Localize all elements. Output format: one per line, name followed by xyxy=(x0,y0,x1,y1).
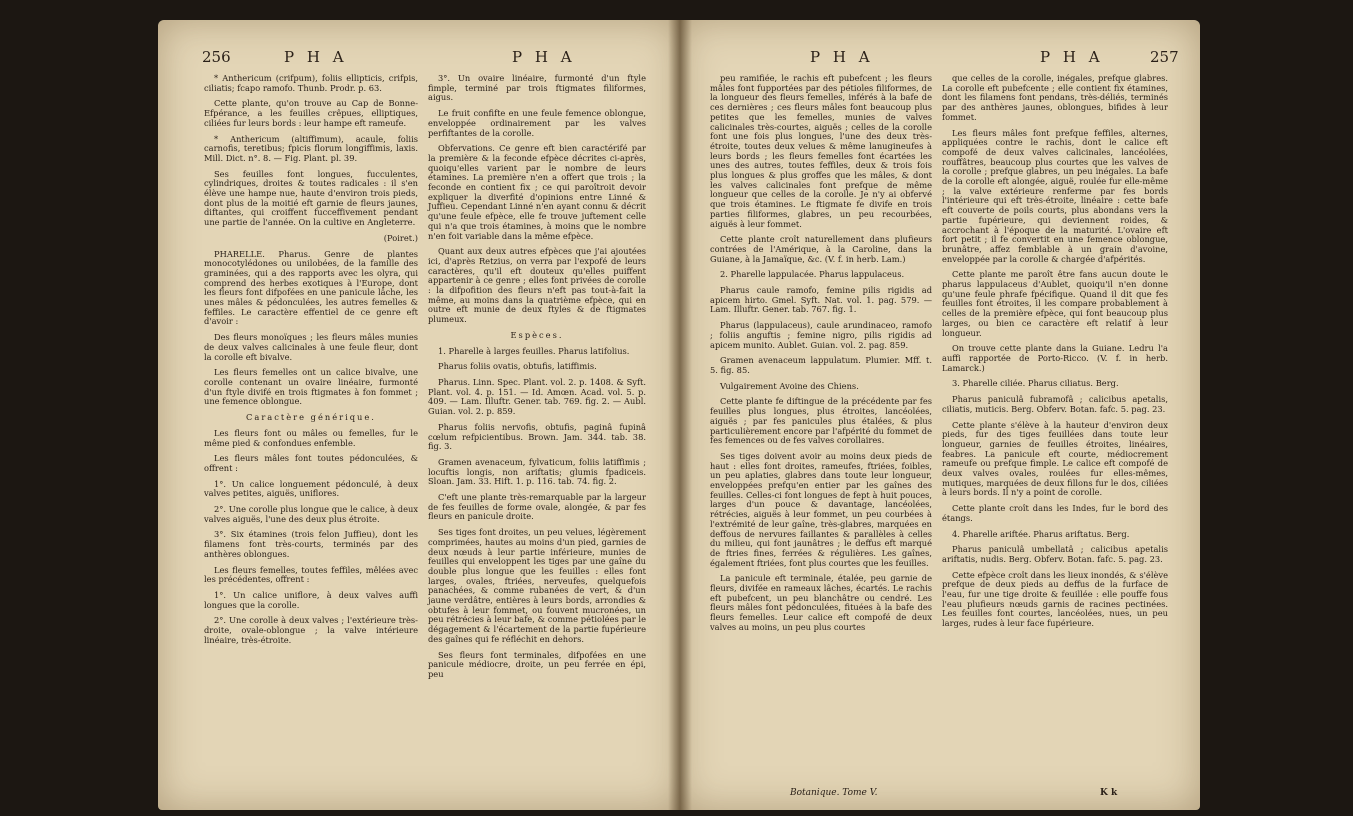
paragraph: Cette plante me paroît être fans aucun doute le pharus lappulaceus d'Aublet, quoiqu'il n'en donne qu'une feule phrafe fpécifique. Quand il dit que fes feuilles font étroites, il les compare probablement à celles de la première efpèce, qui font beaucoup plus larges, ou bien ce caractère eft relatif à leur longueur. xyxy=(942,269,1168,338)
paragraph: 4. Pharelle ariftée. Pharus ariftatus. Berg. xyxy=(952,528,1130,539)
paragraph: Espèces. xyxy=(510,329,564,340)
paragraph: Pharus caule ramofo, femine pilis rigidis ad apicem hirto. Gmel. Syft. Nat. vol. 1. pag. 579. — Lam. Illuftr. Gener. tab. 767. fig. 1. xyxy=(710,285,932,315)
paragraph: Les fleurs femelles ont un calice bivalve, une corolle contenant un ovaire linéaire, furmonté d'un ftyle divifé en trois ftigmates à fon fommet ; une femence oblongue. xyxy=(204,367,418,407)
right-header-col1: P H A xyxy=(810,48,874,66)
paragraph: Le fruit confifte en une feule femence oblongue, enveloppée ordinairement par les valves perfiftantes de la corolle. xyxy=(428,108,646,138)
right-header-col2: P H A xyxy=(1040,48,1104,66)
paragraph: Cette efpèce croît dans les lieux inondés, & s'élève prefque de deux pieds au deffus de la furface de l'eau, fur une tige droite & feuillée : elle pouffe fous l'eau plufieurs nœuds garnis de racines pectinées. Les feuilles font courtes, lancéolées, nues, un peu larges, rudes à leur face fupérieure. xyxy=(942,569,1168,629)
paragraph: Ses feuilles font longues, fucculentes, cylindriques, droites & toutes radicales : il s'en élève une hampe nue, haute d'environ trois pieds, dont plus de la moitié eft garnie de fleurs jaunes, diftantes, qui croiffent fucceffivement pendant une partie de l'année. On la cultive en Angleterre. xyxy=(204,168,418,228)
paragraph: On trouve cette plante dans la Guiane. Ledru l'a auffi rapportée de Porto-Ricco. (V. f. in herb. Lamarck.) xyxy=(942,343,1168,373)
paragraph: Caractère générique. xyxy=(246,412,376,423)
paragraph: PHARELLE. Pharus. Genre de plantes monocotylédones ou unilobées, de la famille des graminées, qui a des rapports avec les olyra, qui comprend des herbes exotiques à l'Europe, dont les fleurs font difpofées en une panicule lâche, les unes mâles & pédonculées, les autres femelles & feffiles. Le caractère effentiel de ce genre eft d'avoir : xyxy=(204,248,418,327)
paragraph: Cette plante fe diftingue de la précédente par fes feuilles plus longues, plus étroites, lancéolées, aiguës ; par fes panicules plus étalées, & plus particulièrement encore par l'afpérité du fommet de fes femences ou de fes valves corollaires. xyxy=(710,396,932,446)
paragraph: Les fleurs font ou mâles ou femelles, fur le même pied & confondues enfemble. xyxy=(204,427,418,448)
paragraph: que celles de la corolle, inégales, prefque glabres. La corolle eft pubefcente ; elle contient fix étamines, dont les filamens font pendans, très-déliés, terminés par des anthères jaunes, oblongues, bifides à leur fommet. xyxy=(942,73,1168,122)
left-header-col2: P H A xyxy=(512,48,576,66)
right-page xyxy=(680,20,1200,810)
paragraph: Pharus paniculâ fubramofâ ; calicibus apetalis, ciliatis, muticis. Berg. Obferv. Botan. fafc. 5. pag. 23. xyxy=(942,394,1168,414)
paragraph: Les fleurs femelles, toutes feffiles, mêlées avec les précédentes, offrent : xyxy=(204,564,418,585)
paragraph: 3°. Un ovaire linéaire, furmonté d'un ftyle fimple, terminé par trois ftigmates filiformes, aigus. xyxy=(428,73,646,103)
paragraph: Les fleurs mâles font toutes pédonculées, & offrent : xyxy=(204,453,418,473)
paragraph: Cette plante, qu'on trouve au Cap de Bonne-Efpérance, a les feuilles crêpues, elliptiques, ciliées fur leurs bords : leur hampe eft rameufe. xyxy=(204,98,418,128)
paragraph: * Anthericum (altiffimum), acaule, foliis carnofis, teretibus; fpicis florum longiffimis, laxis. Mill. Dict. n°. 8. — Fig. Plant. pl. 39. xyxy=(204,133,418,163)
paragraph: 1°. Un calice longuement pédonculé, à deux valves petites, aiguës, uniflores. xyxy=(204,478,418,499)
paragraph: Cette plante s'élève à la hauteur d'environ deux pieds, fur des tiges feuillées dans toute leur longueur, garnies de feuilles étroites, linéaires, feabres. La panicule eft courte, médiocrement rameufe ou prefque fimple. Le calice eft compofé de deux valves ovales, roulées fur elles-mêmes, mutiques, marquées de deux fillons fur le dos, ciliées à leurs bords. Il n'y a point de corolle. xyxy=(942,419,1168,498)
paragraph: Gramen avenaceum, fylvaticum, foliis latiffimis ; locuftis longis, non ariftatis; glumis fpadiceis. Sloan. Jam. 33. Hift. 1. p. 116. tab. 74. fig. 2. xyxy=(428,456,646,487)
paragraph: 1. Pharelle à larges feuilles. Pharus latifolius. xyxy=(438,345,630,356)
paragraph: Vulgairement Avoine des Chiens. xyxy=(720,380,859,391)
left-header-col1: P H A xyxy=(284,48,348,66)
left-page-number: 256 xyxy=(202,48,231,66)
left-column-1 xyxy=(204,74,418,651)
paragraph: Pharus paniculâ umbellatâ ; calicibus apetalis ariftatis, nudis. Berg. Obferv. Botan. fafc. 5. pag. 23. xyxy=(942,544,1168,564)
left-page xyxy=(158,20,680,810)
paragraph: La panicule eft terminale, étalée, peu garnie de fleurs, divifée en rameaux lâches, écartés. Le rachis eft pubefcent, un peu blanchâtre ou cendré. Les fleurs mâles font pédonculées, fituées à la bafe des fleurs femelles. Leur calice eft compofé de deux valves au moins, un peu plus courtes xyxy=(710,573,932,632)
book-gutter xyxy=(668,20,692,810)
paragraph: 2°. Une corolle à deux valves ; l'extérieure très-droite, ovale-oblongue ; la valve intérieure linéaire, très-étroite. xyxy=(204,615,418,645)
paragraph: * Anthericum (crifpum), foliis ellipticis, crifpis, ciliatis; fcapo ramofo. Thunb. Prodr. p. 63. xyxy=(204,73,418,93)
paragraph: C'eft une plante très-remarquable par la largeur de fes feuilles de forme ovale, alongée, & par fes fleurs en panicule droite. xyxy=(428,492,646,522)
signature-mark: K k xyxy=(1100,788,1118,798)
right-column-2 xyxy=(942,74,1168,635)
paragraph: 2°. Une corolle plus longue que le calice, à deux valves aiguës, l'une des deux plus étroite. xyxy=(204,504,418,524)
paragraph: Ses fleurs font terminales, difpofées en une panicule médiocre, droite, un peu ferrée en épi, peu xyxy=(428,649,646,679)
paragraph: Pharus foliis nervofis, obtufis, paginâ fupinâ cœlum refpicientibus. Brown. Jam. 344. tab. 38. fig. 3. xyxy=(428,421,646,452)
paragraph: 3°. Six étamines (trois felon Juffieu), dont les filamens font très-courts, terminés par des anthères oblongues. xyxy=(204,529,418,559)
right-page-number: 257 xyxy=(1150,48,1179,66)
footer-volume: Botanique. Tome V. xyxy=(790,788,878,798)
paragraph: Ses tiges doivent avoir au moins deux pieds de haut : elles font droites, rameufes, ftriées, foibles, un peu aplaties, glabres dans toute leur longueur, enveloppées prefqu'en entier par les gaînes des feuilles. Celles-ci font longues de fept à huit pouces, larges d'un pouce & davantage, lancéolées, rétrécies, aiguës à leur fommet, un peu courbées à l'extrémité de leur gaîne, très-glabres, marquées en deffous de nervures faillantes & parallèles à celles du milieu, qui font jaunâtres ; le deffus eft marqué de ftries fines, ferrées & régulières. Les gaînes, également ftriées, font plus courtes que les feuilles. xyxy=(710,450,932,568)
paragraph: Pharus foliis ovatis, obtufis, latiffimis. xyxy=(438,361,597,372)
left-column-2 xyxy=(428,74,646,686)
paragraph: (Poiret.) xyxy=(383,232,418,243)
right-column-1 xyxy=(710,74,932,639)
paragraph: Cette plante croît dans les Indes, fur le bord des étangs. xyxy=(942,503,1168,523)
paragraph: Pharus. Linn. Spec. Plant. vol. 2. p. 1408. & Syft. Plant. vol. 4. p. 151. — Id. Amœn. Acad. vol. 5. p. 409. — Lam. Illuftr. Gener. tab. 769. fig. 2. — Aubl. Guian. vol. 2. p. 859. xyxy=(428,376,646,417)
paragraph: Quant aux deux autres efpèces que j'ai ajoutées ici, d'après Retzius, on verra par l'expofé de leurs caractères, qu'il eft douteux qu'elles puiffent appartenir à ce genre ; elles font privées de corolle : la difpofition des fleurs n'eft pas tout-à-fait la même, au moins dans la quatrième efpèce, qui en outre eft munie de deux ftyles & de ftigmates plumeux. xyxy=(428,246,646,325)
paragraph: Ses tiges font droites, un peu velues, légèrement comprimées, hautes au moins d'un pied, garnies de deux nœuds à leur partie inférieure, munies de feuilles qui enveloppent les tiges par une gaîne du double plus longue que les feuilles : elles font larges, ovales, ftriées, nerveufes, quelquefois panachées, & comme rubanées de vert, & d'un jaune verdâtre, entières à leurs bords, arrondies & obtufes à leur fommet, ou fouvent mucronées, un peu rétrécies à leur bafe, & comme pétiolées par le dégagement & l'écartement de la partie fupérieure des gaînes qui fe réfléchit en dehors. xyxy=(428,527,646,644)
paragraph: Pharus (lappulaceus), caule arundinaceo, ramofo ; foliis anguftis ; femine nigro, pilis rigidis ad apicem munito. Aublet. Guian. vol. 2. pag. 859. xyxy=(710,320,932,350)
paragraph: 3. Pharelle ciliée. Pharus ciliatus. Berg. xyxy=(952,378,1119,389)
paragraph: Des fleurs monoïques ; les fleurs mâles munies de deux valves calicinales à une feule fleur, dont la corolle eft bivalve. xyxy=(204,332,418,362)
paragraph: Gramen avenaceum lappulatum. Plumier. Mff. t. 5. fig. 85. xyxy=(710,355,932,375)
paragraph: Les fleurs mâles font prefque feffiles, alternes, appliquées contre le rachis, dont le calice eft compofé de deux valves calicinales, lancéolées, rouffâtres, beaucoup plus courtes que les valves de la corolle ; prefque glabres, un peu inégales. La bafe de la corolle eft alongée, aiguë, roulée fur elle-même ; la valve extérieure renferme par fes bords l'intérieure qui eft très-étroite, linéaire : cette bafe eft couverte de poils courts, plus abondans vers la partie fupérieure, qui deviennent roides, & accrochant à l'époque de la maturité. L'ovaire eft fort petit ; il fe convertit en une femence oblongue, brunâtre, affez femblable à un grain d'avoine, enveloppée par la corolle & chargée d'afpérités. xyxy=(942,127,1168,264)
paragraph: 1°. Un calice uniflore, à deux valves auffi longues que la corolle. xyxy=(204,589,418,610)
paragraph: Obfervations. Ce genre eft bien caractérifé par la première & la feconde efpèce décrites ci-après, quoiqu'elles varient par le nombre de leurs étamines. La première n'en a offert que trois ; la feconde en contient fix ; ce qui paroîtroit devoir expliquer la diverfité d'opinions entre Linné & Juffieu. Cependant Linné n'en ayant connu & décrit qu'une feule efpèce, elle fe trouve juftement celle qui n'a que trois étamines, à moins que le nombre n'en foit variable dans la même efpèce. xyxy=(428,143,646,241)
paragraph: peu ramifiée, le rachis eft pubefcent ; les fleurs mâles font fupportées par des pétioles filiformes, de la longueur des fleurs femelles, inférés à la bafe de ces dernières ; ces fleurs mâles font beaucoup plus petites que les femelles, munies de valves calicinales très-courtes, aiguës ; celles de la corolle font une fois plus longues, l'une des deux très-étroite, toutes deux velues & même lanugineufes à leurs bords ; les fleurs femelles font écartées les unes des autres, toutes feffiles, deux & trois fois plus longues & plus groffes que les mâles, & dont les valves calicinales font prefque de même longueur que celles de la corolle. Je n'y ai obfervé que trois étamines. Le ftigmate fe divife en trois parties filiformes, glabres, un peu recourbées, aiguës à leur fommet. xyxy=(710,73,932,229)
paragraph: 2. Pharelle lappulacée. Pharus lappulaceus. xyxy=(720,269,905,280)
paragraph: Cette plante croît naturellement dans plufieurs contrées de l'Amérique, à la Caroline, dans la Guiane, à la Jamaïque, &c. (V. f. in herb. Lam.) xyxy=(710,234,932,264)
